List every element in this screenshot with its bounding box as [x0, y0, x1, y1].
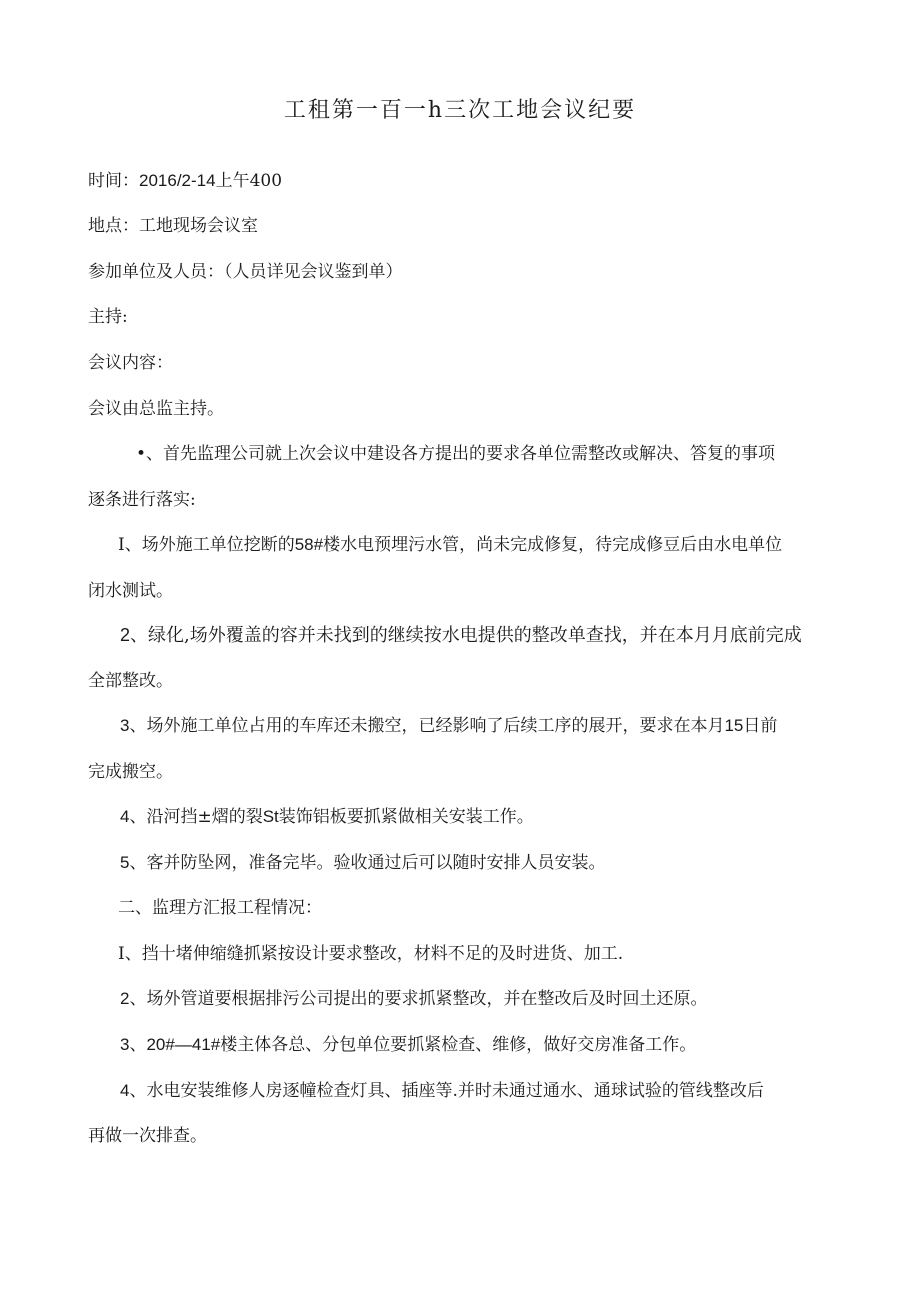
item-text: 装饰铝板要抓紧做相关安装工作。: [278, 807, 534, 827]
content-heading: 会议内容：: [88, 353, 173, 373]
item-number: 20#—41#: [146, 1035, 221, 1054]
item-1-1: [118, 534, 782, 556]
item-text: 、: [129, 1035, 147, 1055]
time-label: 时间：: [88, 171, 139, 191]
item-number: 3: [120, 1035, 130, 1054]
item-2-3: [120, 1034, 696, 1056]
time-date: 2016/2-14: [139, 171, 216, 190]
item-1-3-cont: 完成搬空。: [88, 762, 173, 782]
section-one-intro-cont: 逐条进行落实:: [88, 490, 196, 510]
meeting-time: [88, 170, 282, 192]
item-2-4-cont: 再做一次排查。: [88, 1126, 207, 1146]
item-1-2-cont: 全部整改。: [88, 671, 173, 691]
item-text: I、场外施工单位挖断的: [118, 535, 295, 555]
meeting-place: 地点：工地现场会议室: [88, 216, 258, 236]
item-2-4: [120, 1080, 764, 1102]
chair-note: 会议由总监主持。: [88, 399, 224, 419]
item-1-4: [120, 806, 534, 828]
item-text: 日前: [743, 716, 778, 736]
item-text: 、绿化,场外覆盖的容并未找到的继续按水电提供的整改单查找，并在本月月底前完成: [130, 625, 802, 646]
item-number: 4: [120, 807, 130, 826]
item-text: 、场外管道要根据排污公司提出的要求抓紧整改，并在整改后及时回土还原。: [129, 989, 708, 1009]
item-text: 、沿河挡±熠的裂: [129, 807, 263, 827]
item-number: 4: [120, 1081, 130, 1100]
item-2-1: I、挡十堵伸缩缝抓紧按设计要求整改，材料不足的及时进货、加工.: [118, 944, 624, 964]
item-number: 5: [120, 853, 130, 872]
item-number: 15: [724, 716, 744, 735]
item-1-3: [120, 715, 777, 737]
meeting-attendees: 参加单位及人员：（人员详见会议鉴到单）: [88, 262, 403, 282]
meeting-host: 主持:: [88, 307, 128, 327]
section-two-heading: 二、监理方汇报工程情况：: [118, 898, 322, 918]
item-1-5: [120, 852, 605, 874]
item-number: St: [262, 807, 279, 826]
item-number: 58#: [294, 535, 324, 554]
item-text: 、场外施工单位占用的车库还未搬空，已经影响了后续工序的展开，要求在本月: [129, 716, 725, 736]
item-number: 3: [120, 716, 130, 735]
document-title: 工租第一百一h三次工地会议纪要: [283, 98, 637, 123]
item-text: 、水电安装维修人房逐幢检查灯具、插座等.并时未通过通水、通球试验的管线整改后: [129, 1081, 764, 1101]
item-2-2: [120, 988, 707, 1010]
item-text: 、客并防坠网，准备完毕。验收通过后可以随时安排人员安装。: [129, 853, 606, 873]
item-1-2: [120, 624, 802, 647]
time-suffix: 上午400: [215, 171, 283, 191]
item-number: 2: [120, 989, 130, 1008]
section-one-intro: •、首先监理公司就上次会议中建设各方提出的要求各单位需整改或解决、答复的事项: [136, 444, 776, 464]
item-1-1-cont: 闭水测试。: [88, 581, 173, 601]
item-number: 2: [120, 625, 131, 645]
item-text: 楼主体各总、分包单位要抓紧检查、维修，做好交房准备工作。: [220, 1035, 697, 1055]
item-text: 楼水电预埋污水管，尚未完成修复，待完成修豆后由水电单位: [323, 535, 783, 555]
